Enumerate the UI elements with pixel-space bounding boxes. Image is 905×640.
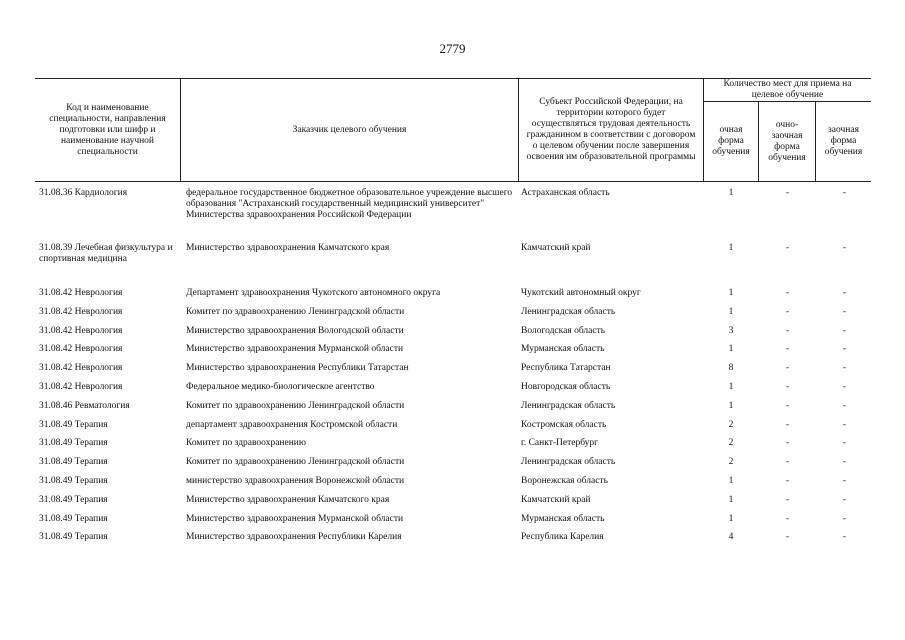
cell-customer: Министерство здравоохранения Республики Татарстан <box>186 363 409 374</box>
table-row <box>35 420 871 439</box>
cell-code: 31.08.49 Терапия <box>39 532 108 543</box>
cell-distance: - <box>842 419 847 430</box>
cell-full-time: 1 <box>728 243 734 253</box>
table-row <box>35 382 871 401</box>
cell-region: Костромская область <box>521 419 607 430</box>
table-row <box>35 401 871 420</box>
cell-customer: Департамент здравоохранения Чукотского автономного округа <box>186 288 441 298</box>
cell-customer: Комитет по здравоохранению Ленинградской области <box>186 306 405 317</box>
cell-code: 31.08.42 Неврология <box>39 288 123 298</box>
cell-region: Новгородская область <box>521 381 611 392</box>
cell-customer: Министерство здравоохранения Вологодской области <box>186 325 404 336</box>
cell-full-time: 2 <box>728 438 734 449</box>
cell-full-time: 2 <box>728 419 734 430</box>
cell-region: Воронежская область <box>521 475 608 486</box>
cell-part-time: - <box>785 400 790 411</box>
cell-code: 31.08.36 Кардиология <box>39 188 128 198</box>
cell-region: Чукотский автономный округ <box>521 288 641 298</box>
cell-region: Камчатский край <box>521 494 591 505</box>
cell-part-time: - <box>785 475 790 486</box>
cell-customer: Министерство здравоохранения Мурманской области <box>186 513 404 524</box>
cell-region: Мурманская область <box>521 344 605 355</box>
cell-distance: - <box>842 363 847 374</box>
cell-region: Камчатский край <box>521 243 591 253</box>
table-body <box>35 188 871 551</box>
cell-distance: - <box>842 306 847 317</box>
cell-part-time: - <box>785 438 790 449</box>
cell-customer: Министерство здравоохранения Республики Карелия <box>186 532 402 543</box>
cell-distance: - <box>842 494 847 505</box>
cell-full-time: 1 <box>728 475 734 486</box>
header-distance: заочная форма обучения <box>824 125 863 157</box>
cell-distance: - <box>842 381 847 392</box>
cell-full-time: 1 <box>728 400 734 411</box>
cell-full-time: 4 <box>728 532 734 543</box>
cell-region: Вологодская область <box>521 325 606 336</box>
cell-distance: - <box>842 288 847 298</box>
cell-customer: Комитет по здравоохранению Ленинградской области <box>186 400 405 411</box>
header-customer: Заказчик целевого обучения <box>292 124 407 135</box>
cell-code: 31.08.42 Неврология <box>39 325 123 336</box>
cell-full-time: 1 <box>728 344 734 355</box>
cell-customer: Федеральное медико-биологическое агентство <box>186 381 375 392</box>
table-row <box>35 514 871 533</box>
header-code: Код и наименование специальности, направления подготовки или шифр и наименование научной специальности <box>49 102 166 157</box>
cell-part-time: - <box>785 243 790 253</box>
cell-part-time: - <box>785 344 790 355</box>
table-header <box>35 78 871 182</box>
header-places: Количество мест для приема на целевое обучение <box>723 79 852 100</box>
cell-region: Ленинградская область <box>521 400 616 411</box>
cell-full-time: 1 <box>728 513 734 524</box>
cell-full-time: 1 <box>728 381 734 392</box>
cell-region: Ленинградская область <box>521 306 616 317</box>
table-row <box>35 307 871 326</box>
header-part-time: очно-заочная форма обучения <box>768 119 806 163</box>
cell-distance: - <box>842 513 847 524</box>
cell-customer: Комитет по здравоохранению Ленинградской области <box>186 457 405 468</box>
cell-full-time: 8 <box>728 363 734 374</box>
cell-customer: Комитет по здравоохранению <box>186 438 306 449</box>
table-row <box>35 532 871 551</box>
table-row <box>35 363 871 382</box>
cell-part-time: - <box>785 532 790 543</box>
cell-region: Республика Карелия <box>521 532 604 543</box>
cell-distance: - <box>842 532 847 543</box>
cell-region: Астраханская область <box>521 188 610 198</box>
cell-customer: департамент здравоохранения Костромской области <box>186 419 398 430</box>
cell-code: 31.08.49 Терапия <box>39 438 108 449</box>
cell-customer: Министерство здравоохранения Камчатского края <box>186 494 390 505</box>
cell-region: г. Санкт-Петербург <box>521 438 599 449</box>
table-row <box>35 457 871 476</box>
cell-code: 31.08.42 Неврология <box>39 306 123 317</box>
table-row <box>35 476 871 495</box>
cell-distance: - <box>842 438 847 449</box>
cell-part-time: - <box>785 513 790 524</box>
cell-distance: - <box>842 344 847 355</box>
cell-code: 31.08.49 Терапия <box>39 513 108 524</box>
cell-part-time: - <box>785 419 790 430</box>
page-number: 2779 <box>439 41 466 56</box>
cell-customer: Министерство здравоохранения Мурманской области <box>186 344 404 355</box>
table-row <box>35 288 871 307</box>
cell-full-time: 3 <box>728 325 734 336</box>
cell-code: 31.08.46 Ревматология <box>39 400 130 411</box>
cell-customer: министерство здравоохранения Воронежской области <box>186 475 405 486</box>
header-full-time: очная форма обучения <box>712 125 750 157</box>
cell-part-time: - <box>785 363 790 374</box>
cell-full-time: 1 <box>728 288 734 298</box>
cell-customer: Министерство здравоохранения Камчатского края <box>186 243 390 253</box>
table-row <box>35 438 871 457</box>
cell-region: Республика Татарстан <box>521 363 611 374</box>
cell-distance: - <box>842 243 847 253</box>
cell-customer: федеральное государственное бюджетное образовательное учреждение высшего образования "Астраханский государственный медицинский университет" Министерства здравоохранения Российской Федерации <box>186 188 513 220</box>
cell-code: 31.08.42 Неврология <box>39 363 123 374</box>
cell-part-time: - <box>785 188 790 198</box>
cell-full-time: 1 <box>728 306 734 317</box>
cell-full-time: 1 <box>728 188 734 198</box>
cell-part-time: - <box>785 306 790 317</box>
cell-full-time: 2 <box>728 457 734 468</box>
cell-code: 31.08.42 Неврология <box>39 344 123 355</box>
cell-distance: - <box>842 457 847 468</box>
table-row <box>35 243 871 288</box>
table-row <box>35 495 871 514</box>
cell-part-time: - <box>785 457 790 468</box>
cell-distance: - <box>842 325 847 336</box>
cell-part-time: - <box>785 288 790 298</box>
cell-distance: - <box>842 400 847 411</box>
cell-region: Мурманская область <box>521 513 605 524</box>
cell-distance: - <box>842 475 847 486</box>
header-region: Субъект Российской Федерации, на территории которого будет осуществляться трудовая деятельность гражданином в соответствии с договором о целевом обучении после завершения освоения им образовательной программы <box>526 97 696 162</box>
cell-part-time: - <box>785 381 790 392</box>
cell-code: 31.08.49 Терапия <box>39 457 108 468</box>
table-row <box>35 344 871 363</box>
cell-code: 31.08.49 Терапия <box>39 475 108 486</box>
cell-code: 31.08.49 Терапия <box>39 419 108 430</box>
cell-code: 31.08.49 Терапия <box>39 494 108 505</box>
cell-part-time: - <box>785 494 790 505</box>
cell-code: 31.08.42 Неврология <box>39 381 123 392</box>
cell-code: 31.08.39 Лечебная физкультура и спортивная медицина <box>39 243 173 264</box>
cell-distance: - <box>842 188 847 198</box>
cell-region: Ленинградская область <box>521 457 616 468</box>
cell-part-time: - <box>785 325 790 336</box>
table-row <box>35 188 871 243</box>
cell-full-time: 1 <box>728 494 734 505</box>
table-row <box>35 326 871 345</box>
